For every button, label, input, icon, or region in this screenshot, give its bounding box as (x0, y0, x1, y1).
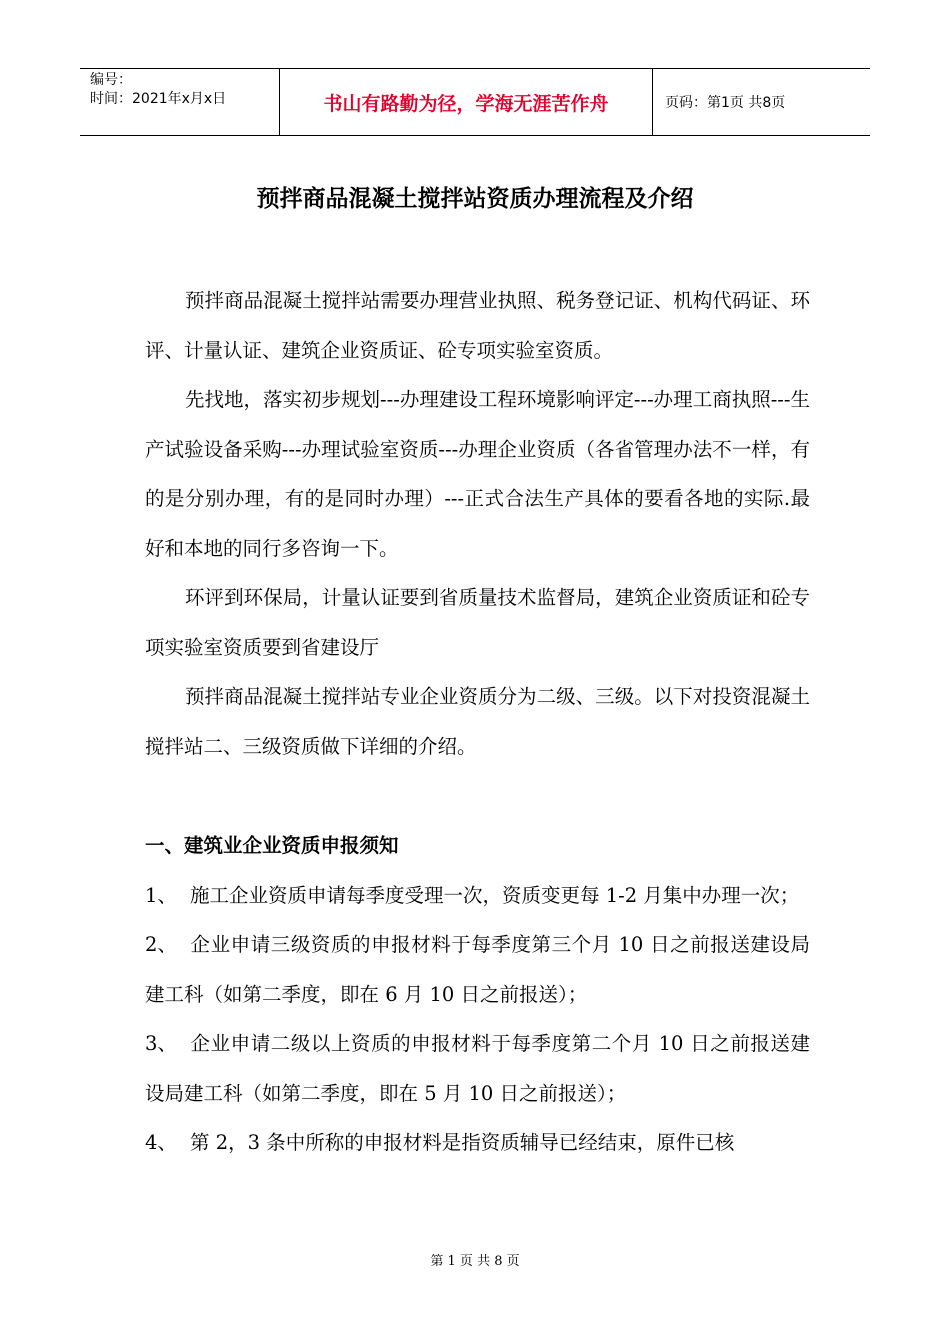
list-item (145, 920, 810, 1019)
paragraph: 先找地，落实初步规划---办理建设工程环境影响评定---办理工商执照---生产试验设备采购---办理试验室资质---办理企业资质（各省管理办法不一样，有的是分别办理，有的是同时办理）---正式合法生产具体的要看各地的实际.最好和本地的同行多咨询一下。 (145, 388, 810, 560)
item-text: 企业申请二级以上资质的申报材料于每季度第二个月 10 日之前报送建设局建工科（如第二季度，即在 5 月 10 日之前报送）； (145, 1032, 810, 1105)
page-footer: 第 1 页 共 8 页 (430, 1254, 520, 1269)
paragraph: 环评到环保局，计量认证要到省质量技术监督局，建筑企业资质证和砼专项实验室资质要到省建设厅 (145, 586, 810, 659)
date-label: 时间：2021年x月x日 (90, 91, 227, 107)
section-heading: 一、建筑业企业资质申报须知 (145, 834, 399, 857)
item-text: 施工企业资质申请每季度受理一次，资质变更每 1-2 月集中办理一次； (190, 883, 800, 907)
document-body (145, 276, 810, 1168)
item-number: 4、 (145, 1131, 177, 1154)
page-info: 页码：第1页 共8页 (665, 95, 786, 111)
spacer (145, 771, 810, 821)
paragraph: 预拌商品混凝土搅拌站需要办理营业执照、税务登记证、机构代码证、环评、计量认证、建筑企业资质证、砼专项实验室资质。 (145, 289, 810, 362)
list-item (145, 1118, 810, 1168)
item-number: 3、 (145, 1032, 177, 1055)
list-item (145, 1019, 810, 1118)
list-item (145, 871, 810, 921)
serial-label: 编号： (90, 72, 132, 88)
item-text: 第 2，3 条中所称的申报材料是指资质辅导已经结束，原件已核 (190, 1131, 735, 1154)
item-number: 2、 (145, 933, 177, 956)
item-text: 企业申请三级资质的申报材料于每季度第三个月 10 日之前报送建设局建工科（如第二季度，即在 6 月 10 日之前报送）； (145, 933, 810, 1006)
document-title: 预拌商品混凝土搅拌站资质办理流程及介绍 (256, 186, 694, 212)
motto: 书山有路勤为径，学海无涯苦作舟 (280, 69, 653, 135)
header-meta-cell (80, 69, 280, 135)
header-table (80, 68, 870, 136)
item-number: 1、 (145, 883, 177, 907)
paragraph: 预拌商品混凝土搅拌站专业企业资质分为二级、三级。以下对投资混凝土搅拌站二、三级资质做下详细的介绍。 (145, 685, 810, 758)
